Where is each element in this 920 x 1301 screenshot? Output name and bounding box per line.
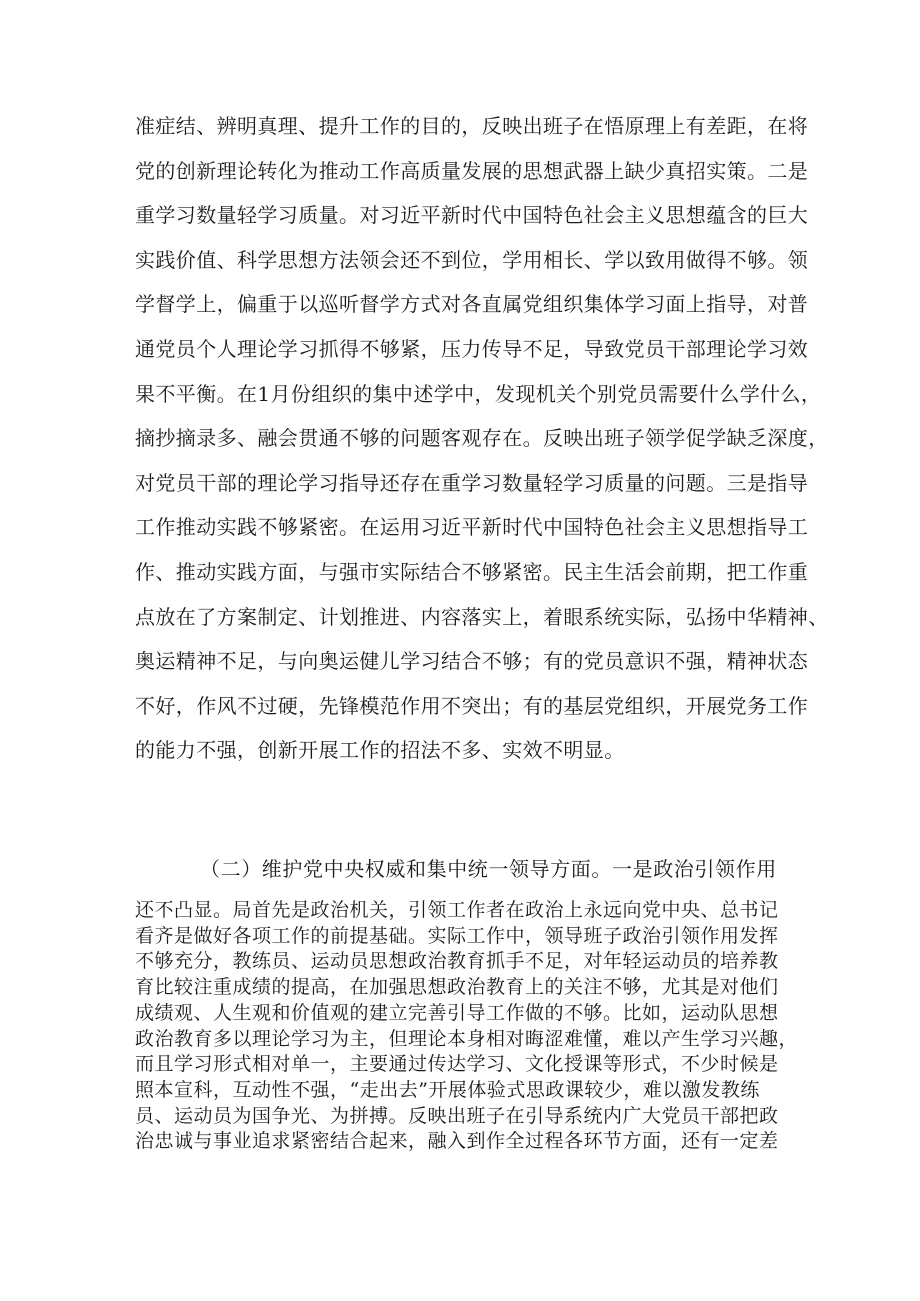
text-line: 点放在了方案制定、计划推进、内容落实上，着眼系统实际，弘扬中华精神、 [135, 604, 829, 629]
text-line: 工作推动实践不够紧密。在运用习近平新时代中国特色社会主义思想指导工 [135, 515, 809, 540]
text-line: 政治教育多以理论学习为主，但理论本身相对晦涩难懂，难以产生学习兴趣， [135, 1027, 799, 1050]
section-1-paragraph [135, 104, 829, 773]
text-line: 重学习数量轻学习质量。对习近平新时代中国特色社会主义思想蕴含的巨大 [135, 203, 809, 228]
text-line: 看齐是做好各项工作的前提基础。实际工作中，领导班子政治引领作用发挥 [135, 924, 779, 947]
text-line: 摘抄摘录多、融会贯通不够的问题客观存在。反映出班子领学促学缺乏深度， [135, 426, 829, 451]
text-line: 果不平衡。在1月份组织的集中述学中，发现机关个别党员需要什么学什么， [135, 381, 822, 406]
section-2-paragraph [135, 898, 799, 1155]
text-line: 而且学习形式相对单一，主要通过传达学习、文化授课等形式，不少时候是 [135, 1053, 779, 1076]
text-line: 育比较注重成绩的提高，在加强思想政治教育上的关注不够，尤其是对他们 [135, 976, 779, 999]
text-line: 照本宣科，互动性不强，“走出去”开展体验式思政课较少，难以激发教练 [135, 1078, 760, 1101]
text-line: 奥运精神不足，与向奥运健儿学习结合不够；有的党员意识不强，精神状态 [135, 649, 809, 674]
text-line: 作、推动实践方面，与强市实际结合不够紧密。民主生活会前期，把工作重 [135, 559, 809, 584]
text-line: 不够充分，教练员、运动员思想政治教育抓手不足，对年轻运动员的培养教 [135, 950, 779, 973]
text-line: 党的创新理论转化为推动工作高质量发展的思想武器上缺少真招实策。二是 [135, 158, 809, 183]
text-line: 还不凸显。局首先是政治机关，引领工作者在政治上永远向党中央、总书记 [135, 899, 779, 921]
text-line: 不好，作风不过硬，先锋模范作用不突出；有的基层党组织，开展党务工作 [135, 693, 809, 718]
text-line: 准症结、辨明真理、提升工作的目的，反映出班子在悟原理上有差距，在将 [135, 114, 809, 138]
text-line: 实践价值、科学思想方法领会还不到位，学用相长、学以致用做得不够。领 [135, 247, 809, 272]
text-line: 成绩观、人生观和价值观的建立完善引导工作做的不够。比如，运动队思想 [135, 1001, 779, 1024]
text-line: 对党员干部的理论学习指导还存在重学习数量轻学习质量的问题。三是指导 [135, 470, 809, 495]
text-line: 治忠诚与事业追求紧密结合起来，融入到作全过程各环节方面，还有一定差 [135, 1130, 779, 1153]
text-line: 学督学上，偏重于以巡听督学方式对各直属党组织集体学习面上指导，对普 [135, 292, 809, 317]
text-line: 的能力不强，创新开展工作的招法不多、实效不明显。 [135, 738, 625, 763]
text-line: 通党员个人理论学习抓得不够紧，压力传导不足，导致党员干部理论学习效 [135, 336, 809, 361]
section-2-heading: （二）维护党中央权威和集中统一领导方面。一是政治引领作用 [200, 857, 777, 881]
text-line: 员、运动员为国争光、为拼搏。反映出班子在引导系统内广大党员干部把政 [135, 1104, 779, 1127]
